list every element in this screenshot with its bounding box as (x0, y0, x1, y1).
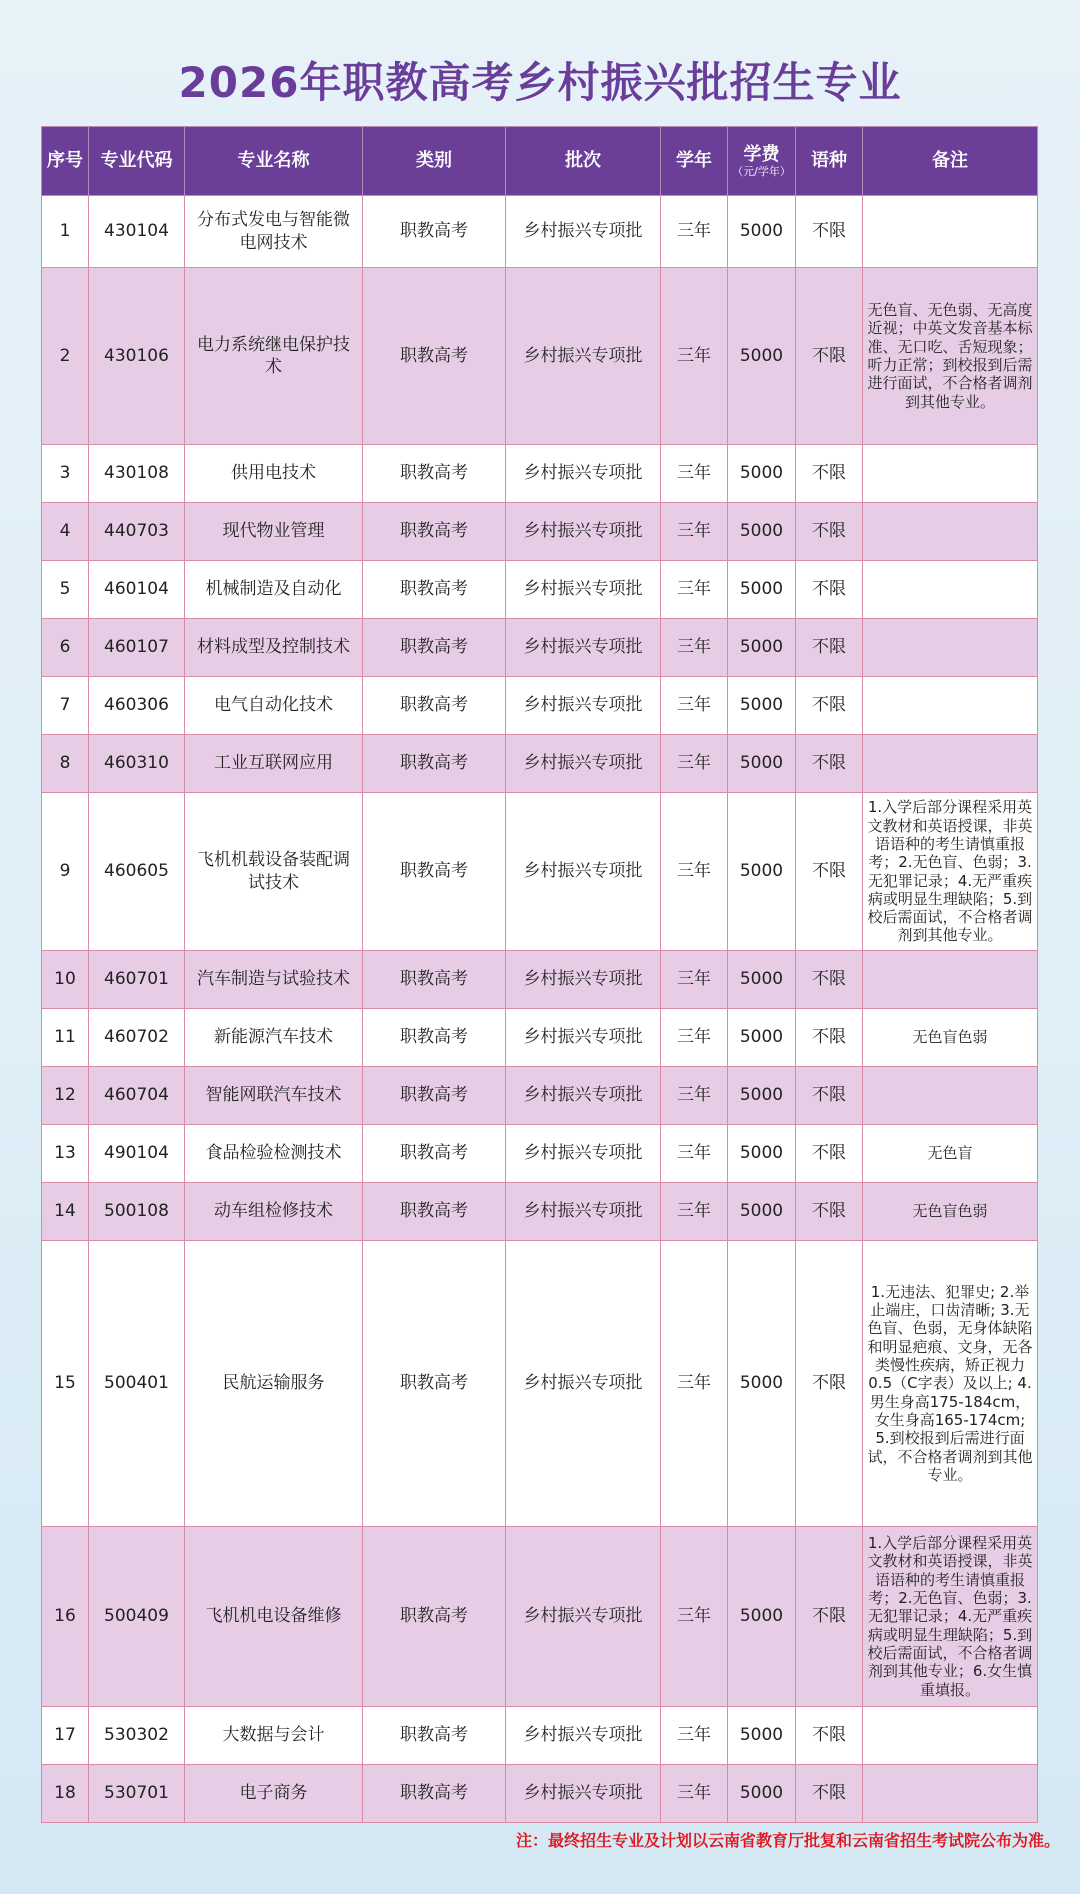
cell-fee: 5000 (728, 1009, 796, 1067)
cell-language: 不限 (796, 268, 863, 445)
cell-name: 食品检验检测技术 (185, 1125, 363, 1183)
cell-years: 三年 (661, 677, 728, 735)
cell-seq: 1 (42, 196, 89, 268)
cell-category: 职教高考 (363, 1067, 506, 1125)
cell-seq: 8 (42, 735, 89, 793)
cell-years: 三年 (661, 1067, 728, 1125)
cell-language: 不限 (796, 951, 863, 1009)
cell-batch: 乡村振兴专项批 (506, 677, 661, 735)
cell-code: 500401 (89, 1241, 185, 1527)
cell-category: 职教高考 (363, 1765, 506, 1823)
table-row (42, 735, 1038, 793)
cell-seq: 7 (42, 677, 89, 735)
cell-years: 三年 (661, 735, 728, 793)
cell-category: 职教高考 (363, 677, 506, 735)
cell-name: 机械制造及自动化 (185, 561, 363, 619)
cell-fee: 5000 (728, 268, 796, 445)
cell-note (863, 561, 1038, 619)
cell-language: 不限 (796, 1707, 863, 1765)
cell-note: 无色盲色弱 (863, 1183, 1038, 1241)
cell-note (863, 1765, 1038, 1823)
cell-name: 现代物业管理 (185, 503, 363, 561)
cell-batch: 乡村振兴专项批 (506, 445, 661, 503)
cell-code: 460306 (89, 677, 185, 735)
cell-batch: 乡村振兴专项批 (506, 735, 661, 793)
cell-note: 无色盲、无色弱、无高度近视；中英文发音基本标准、无口吃、舌短现象；听力正常；到校报到后需进行面试，不合格者调剂到其他专业。 (863, 268, 1038, 445)
table-row (42, 951, 1038, 1009)
cell-fee: 5000 (728, 735, 796, 793)
cell-code: 460605 (89, 793, 185, 951)
cell-category: 职教高考 (363, 1183, 506, 1241)
cell-fee: 5000 (728, 1125, 796, 1183)
cell-code: 460701 (89, 951, 185, 1009)
table-row (42, 1765, 1038, 1823)
cell-code: 530701 (89, 1765, 185, 1823)
cell-code: 440703 (89, 503, 185, 561)
table-row (42, 1067, 1038, 1125)
header-row (42, 127, 1038, 196)
page-title: 2026年职教高考乡村振兴批招生专业 (178, 58, 902, 107)
cell-fee: 5000 (728, 1183, 796, 1241)
cell-years: 三年 (661, 619, 728, 677)
cell-note (863, 951, 1038, 1009)
cell-fee: 5000 (728, 951, 796, 1009)
cell-fee: 5000 (728, 1707, 796, 1765)
cell-batch: 乡村振兴专项批 (506, 793, 661, 951)
table-row (42, 793, 1038, 951)
table-row (42, 503, 1038, 561)
header-category: 类别 (363, 127, 506, 196)
table-row (42, 1241, 1038, 1527)
cell-fee: 5000 (728, 196, 796, 268)
table-row (42, 677, 1038, 735)
cell-language: 不限 (796, 1527, 863, 1707)
cell-fee: 5000 (728, 1527, 796, 1707)
header-note: 备注 (863, 127, 1038, 196)
cell-seq: 5 (42, 561, 89, 619)
cell-language: 不限 (796, 735, 863, 793)
cell-note: 无色盲 (863, 1125, 1038, 1183)
cell-years: 三年 (661, 268, 728, 445)
cell-years: 三年 (661, 1009, 728, 1067)
cell-batch: 乡村振兴专项批 (506, 1067, 661, 1125)
cell-seq: 11 (42, 1009, 89, 1067)
cell-years: 三年 (661, 196, 728, 268)
cell-name: 大数据与会计 (185, 1707, 363, 1765)
cell-code: 460104 (89, 561, 185, 619)
cell-seq: 6 (42, 619, 89, 677)
cell-name: 电气自动化技术 (185, 677, 363, 735)
table-row (42, 1527, 1038, 1707)
cell-name: 飞机机电设备维修 (185, 1527, 363, 1707)
cell-note (863, 196, 1038, 268)
cell-fee: 5000 (728, 1241, 796, 1527)
cell-category: 职教高考 (363, 1009, 506, 1067)
cell-note (863, 677, 1038, 735)
cell-batch: 乡村振兴专项批 (506, 1707, 661, 1765)
cell-fee: 5000 (728, 561, 796, 619)
header-fee-unit: （元/学年） (732, 165, 791, 179)
cell-name: 新能源汽车技术 (185, 1009, 363, 1067)
cell-code: 460107 (89, 619, 185, 677)
table-row (42, 619, 1038, 677)
cell-fee: 5000 (728, 677, 796, 735)
cell-seq: 16 (42, 1527, 89, 1707)
header-language: 语种 (796, 127, 863, 196)
cell-name: 材料成型及控制技术 (185, 619, 363, 677)
cell-code: 500108 (89, 1183, 185, 1241)
table-row (42, 196, 1038, 268)
table-row (42, 561, 1038, 619)
cell-batch: 乡村振兴专项批 (506, 268, 661, 445)
cell-note (863, 503, 1038, 561)
cell-code: 430108 (89, 445, 185, 503)
cell-language: 不限 (796, 793, 863, 951)
cell-name: 供用电技术 (185, 445, 363, 503)
cell-category: 职教高考 (363, 445, 506, 503)
cell-category: 职教高考 (363, 619, 506, 677)
cell-code: 430106 (89, 268, 185, 445)
cell-seq: 18 (42, 1765, 89, 1823)
cell-language: 不限 (796, 1125, 863, 1183)
header-fee-label: 学费 (743, 143, 780, 165)
cell-language: 不限 (796, 1183, 863, 1241)
cell-seq: 17 (42, 1707, 89, 1765)
cell-language: 不限 (796, 619, 863, 677)
cell-name: 动车组检修技术 (185, 1183, 363, 1241)
table-row (42, 268, 1038, 445)
cell-years: 三年 (661, 1707, 728, 1765)
footnote: 注：最终招生专业及计划以云南省教育厅批复和云南省招生考试院公布为准。 (515, 1831, 1060, 1850)
table-row (42, 1707, 1038, 1765)
cell-seq: 4 (42, 503, 89, 561)
header-years: 学年 (661, 127, 728, 196)
cell-note (863, 1067, 1038, 1125)
cell-category: 职教高考 (363, 1241, 506, 1527)
cell-batch: 乡村振兴专项批 (506, 1527, 661, 1707)
cell-note (863, 445, 1038, 503)
cell-name: 飞机机载设备装配调试技术 (185, 793, 363, 951)
cell-category: 职教高考 (363, 1707, 506, 1765)
majors-table (41, 126, 1038, 1823)
cell-seq: 15 (42, 1241, 89, 1527)
cell-seq: 9 (42, 793, 89, 951)
cell-fee: 5000 (728, 1765, 796, 1823)
cell-name: 电子商务 (185, 1765, 363, 1823)
cell-language: 不限 (796, 1009, 863, 1067)
cell-note: 1.入学后部分课程采用英文教材和英语授课，非英语语种的考生请慎重报考；2.无色盲、色弱；3.无犯罪记录；4.无严重疾病或明显生理缺陷；5.到校后需面试，不合格者调剂到其他专业；6.女生慎重填报。 (863, 1527, 1038, 1707)
cell-note (863, 619, 1038, 677)
header-fee (728, 127, 796, 196)
cell-fee: 5000 (728, 793, 796, 951)
cell-years: 三年 (661, 1125, 728, 1183)
cell-years: 三年 (661, 793, 728, 951)
cell-name: 民航运输服务 (185, 1241, 363, 1527)
cell-note: 1.无违法、犯罪史; 2.举止端庄，口齿清晰; 3.无色盲、色弱，无身体缺陷和明显疤痕、文身，无各类慢性疾病，矫正视力0.5（C字表）及以上; 4.男生身高175-184cm，女生身高165-174cm; 5.到校报到后需进行面试，不合格者调剂到其他专业。 (863, 1241, 1038, 1527)
cell-batch: 乡村振兴专项批 (506, 561, 661, 619)
cell-batch: 乡村振兴专项批 (506, 1009, 661, 1067)
header-name: 专业名称 (185, 127, 363, 196)
cell-years: 三年 (661, 1241, 728, 1527)
cell-seq: 13 (42, 1125, 89, 1183)
cell-note (863, 1707, 1038, 1765)
cell-language: 不限 (796, 445, 863, 503)
cell-language: 不限 (796, 677, 863, 735)
cell-name: 工业互联网应用 (185, 735, 363, 793)
cell-batch: 乡村振兴专项批 (506, 1241, 661, 1527)
cell-category: 职教高考 (363, 1527, 506, 1707)
cell-batch: 乡村振兴专项批 (506, 619, 661, 677)
cell-code: 490104 (89, 1125, 185, 1183)
cell-years: 三年 (661, 503, 728, 561)
cell-language: 不限 (796, 196, 863, 268)
cell-category: 职教高考 (363, 196, 506, 268)
cell-years: 三年 (661, 561, 728, 619)
cell-years: 三年 (661, 1527, 728, 1707)
cell-category: 职教高考 (363, 561, 506, 619)
cell-code: 460310 (89, 735, 185, 793)
cell-batch: 乡村振兴专项批 (506, 1765, 661, 1823)
cell-code: 460704 (89, 1067, 185, 1125)
cell-category: 职教高考 (363, 951, 506, 1009)
header-seq: 序号 (42, 127, 89, 196)
table-row (42, 1125, 1038, 1183)
cell-fee: 5000 (728, 1067, 796, 1125)
cell-note: 无色盲色弱 (863, 1009, 1038, 1067)
table-row (42, 1009, 1038, 1067)
table-row (42, 445, 1038, 503)
cell-language: 不限 (796, 561, 863, 619)
cell-years: 三年 (661, 1183, 728, 1241)
cell-batch: 乡村振兴专项批 (506, 196, 661, 268)
cell-seq: 14 (42, 1183, 89, 1241)
cell-name: 电力系统继电保护技术 (185, 268, 363, 445)
cell-note: 1.入学后部分课程采用英文教材和英语授课，非英语语种的考生请慎重报考；2.无色盲、色弱；3.无犯罪记录；4.无严重疾病或明显生理缺陷；5.到校后需面试，不合格者调剂到其他专业。 (863, 793, 1038, 951)
cell-code: 500409 (89, 1527, 185, 1707)
cell-name: 分布式发电与智能微电网技术 (185, 196, 363, 268)
cell-language: 不限 (796, 1765, 863, 1823)
cell-name: 汽车制造与试验技术 (185, 951, 363, 1009)
cell-category: 职教高考 (363, 735, 506, 793)
cell-code: 430104 (89, 196, 185, 268)
cell-years: 三年 (661, 951, 728, 1009)
header-code: 专业代码 (89, 127, 185, 196)
cell-category: 职教高考 (363, 1125, 506, 1183)
cell-batch: 乡村振兴专项批 (506, 503, 661, 561)
header-batch: 批次 (506, 127, 661, 196)
cell-seq: 12 (42, 1067, 89, 1125)
cell-language: 不限 (796, 503, 863, 561)
cell-years: 三年 (661, 445, 728, 503)
cell-batch: 乡村振兴专项批 (506, 1183, 661, 1241)
cell-seq: 10 (42, 951, 89, 1009)
cell-fee: 5000 (728, 619, 796, 677)
cell-years: 三年 (661, 1765, 728, 1823)
cell-seq: 3 (42, 445, 89, 503)
cell-category: 职教高考 (363, 503, 506, 561)
cell-language: 不限 (796, 1241, 863, 1527)
cell-code: 460702 (89, 1009, 185, 1067)
table-row (42, 1183, 1038, 1241)
cell-language: 不限 (796, 1067, 863, 1125)
cell-name: 智能网联汽车技术 (185, 1067, 363, 1125)
cell-fee: 5000 (728, 503, 796, 561)
cell-batch: 乡村振兴专项批 (506, 1125, 661, 1183)
cell-note (863, 735, 1038, 793)
cell-category: 职教高考 (363, 793, 506, 951)
cell-fee: 5000 (728, 445, 796, 503)
cell-seq: 2 (42, 268, 89, 445)
cell-code: 530302 (89, 1707, 185, 1765)
cell-batch: 乡村振兴专项批 (506, 951, 661, 1009)
cell-category: 职教高考 (363, 268, 506, 445)
